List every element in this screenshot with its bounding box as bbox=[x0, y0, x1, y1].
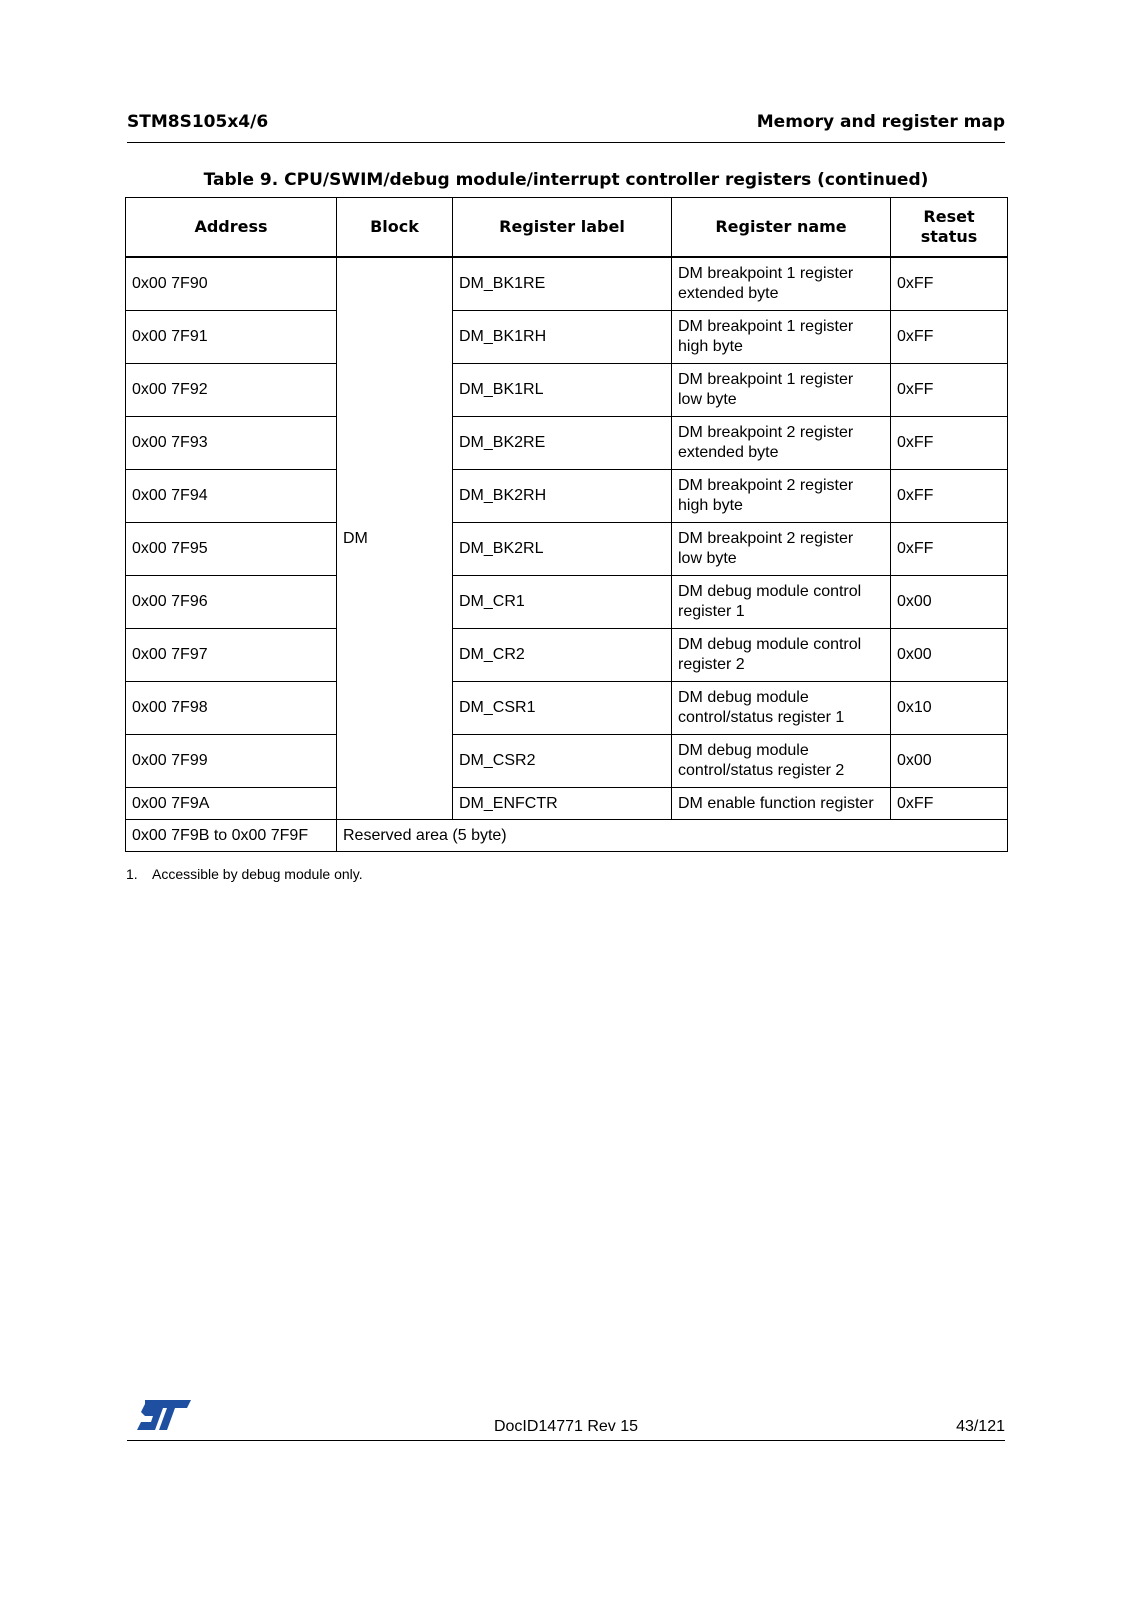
page-header bbox=[127, 108, 1005, 143]
register-name-line1: DM debug module bbox=[678, 689, 809, 706]
register-name-cell bbox=[672, 576, 891, 629]
register-label-cell: DM_CR1 bbox=[453, 576, 672, 629]
register-name-cell bbox=[672, 523, 891, 576]
register-name-line2: extended byte bbox=[678, 444, 779, 461]
register-label-cell: DM_CSR2 bbox=[453, 735, 672, 788]
footnote bbox=[126, 866, 363, 882]
register-name-line2: register 2 bbox=[678, 656, 745, 673]
register-name-cell bbox=[672, 417, 891, 470]
address-cell: 0x00 7F92 bbox=[126, 364, 337, 417]
table-row bbox=[126, 257, 1008, 311]
register-name-cell: DM enable function register bbox=[672, 788, 891, 820]
table-row bbox=[126, 417, 1008, 470]
table-row bbox=[126, 735, 1008, 788]
table-row bbox=[126, 629, 1008, 682]
column-header-reset-status bbox=[891, 198, 1008, 258]
table-row bbox=[126, 470, 1008, 523]
register-table bbox=[125, 197, 1008, 852]
table-title: Table 9. CPU/SWIM/debug module/interrupt controller registers (continued) bbox=[203, 170, 929, 190]
register-label-cell: DM_BK2RH bbox=[453, 470, 672, 523]
reset-status-cell: 0x00 bbox=[891, 629, 1008, 682]
register-name-line2: high byte bbox=[678, 338, 743, 355]
table-row bbox=[126, 788, 1008, 820]
address-cell: 0x00 7F91 bbox=[126, 311, 337, 364]
register-name-cell bbox=[672, 629, 891, 682]
register-label-cell: DM_ENFCTR bbox=[453, 788, 672, 820]
reset-status-cell: 0xFF bbox=[891, 470, 1008, 523]
footnote-number: 1. bbox=[126, 866, 138, 882]
table-row bbox=[126, 523, 1008, 576]
address-cell: 0x00 7F99 bbox=[126, 735, 337, 788]
page-footer bbox=[127, 1398, 1005, 1441]
register-label-cell: DM_CSR1 bbox=[453, 682, 672, 735]
register-name-line1: DM debug module control bbox=[678, 583, 862, 600]
section-title: Memory and register map bbox=[756, 112, 1005, 132]
page-number: 43/121 bbox=[956, 1418, 1005, 1435]
register-name-cell bbox=[672, 257, 891, 311]
register-name-cell bbox=[672, 682, 891, 735]
register-label-cell: DM_BK1RH bbox=[453, 311, 672, 364]
address-cell: 0x00 7F96 bbox=[126, 576, 337, 629]
register-name-cell bbox=[672, 470, 891, 523]
reset-status-cell: 0xFF bbox=[891, 788, 1008, 820]
register-label-cell: DM_BK1RE bbox=[453, 257, 672, 311]
reset-status-cell: 0x10 bbox=[891, 682, 1008, 735]
register-name-line2: low byte bbox=[678, 391, 737, 408]
register-name-cell bbox=[672, 311, 891, 364]
register-name-line2: register 1 bbox=[678, 603, 745, 620]
table-row bbox=[126, 682, 1008, 735]
register-name-line2: extended byte bbox=[678, 285, 779, 302]
register-name-line1: DM breakpoint 1 register bbox=[678, 371, 854, 388]
register-name-line1: DM breakpoint 1 register bbox=[678, 265, 854, 282]
reset-status-cell: 0xFF bbox=[891, 364, 1008, 417]
address-cell: 0x00 7F90 bbox=[126, 257, 337, 311]
register-label-cell: DM_BK1RL bbox=[453, 364, 672, 417]
document-id: DocID14771 Rev 15 bbox=[493, 1418, 639, 1435]
reserved-area-cell: Reserved area (5 byte) bbox=[337, 820, 1008, 852]
register-label-cell: DM_CR2 bbox=[453, 629, 672, 682]
register-name-line2: control/status register 2 bbox=[678, 762, 845, 779]
register-name-line2: control/status register 1 bbox=[678, 709, 845, 726]
register-name-line1: DM debug module control bbox=[678, 636, 862, 653]
block-cell: DM bbox=[337, 257, 453, 820]
document-title: STM8S105x4/6 bbox=[127, 112, 269, 132]
table-header-row bbox=[126, 198, 1008, 258]
register-label-cell: DM_BK2RE bbox=[453, 417, 672, 470]
reset-status-cell: 0xFF bbox=[891, 311, 1008, 364]
register-name-line1: DM breakpoint 1 register bbox=[678, 318, 854, 335]
address-cell: 0x00 7F95 bbox=[126, 523, 337, 576]
column-header-register-label: Register label bbox=[453, 198, 672, 258]
reset-status-cell: 0xFF bbox=[891, 257, 1008, 311]
register-name-line1: DM breakpoint 2 register bbox=[678, 477, 854, 494]
register-name-cell bbox=[672, 364, 891, 417]
footnote-text: Accessible by debug module only. bbox=[152, 866, 363, 882]
reset-status-cell: 0xFF bbox=[891, 523, 1008, 576]
register-name-line1: DM breakpoint 2 register bbox=[678, 424, 854, 441]
table-row bbox=[126, 311, 1008, 364]
reset-header-line1: Reset bbox=[923, 207, 975, 226]
reset-status-cell: 0x00 bbox=[891, 735, 1008, 788]
reserved-row bbox=[126, 820, 1008, 852]
address-cell: 0x00 7F97 bbox=[126, 629, 337, 682]
register-name-line1: DM debug module bbox=[678, 742, 809, 759]
table-row bbox=[126, 576, 1008, 629]
address-cell: 0x00 7F94 bbox=[126, 470, 337, 523]
column-header-block: Block bbox=[337, 198, 453, 258]
register-name-line1: DM breakpoint 2 register bbox=[678, 530, 854, 547]
reset-status-cell: 0x00 bbox=[891, 576, 1008, 629]
reset-status-cell: 0xFF bbox=[891, 417, 1008, 470]
address-cell: 0x00 7F98 bbox=[126, 682, 337, 735]
column-header-address: Address bbox=[126, 198, 337, 258]
reset-header-line2: status bbox=[920, 227, 978, 246]
register-label-cell: DM_BK2RL bbox=[453, 523, 672, 576]
register-name-line2: high byte bbox=[678, 497, 743, 514]
address-cell: 0x00 7F9A bbox=[126, 788, 337, 820]
register-name-cell bbox=[672, 735, 891, 788]
address-cell: 0x00 7F93 bbox=[126, 417, 337, 470]
register-name-line2: low byte bbox=[678, 550, 737, 567]
column-header-register-name: Register name bbox=[672, 198, 891, 258]
address-cell: 0x00 7F9B to 0x00 7F9F bbox=[126, 820, 337, 852]
table-row bbox=[126, 364, 1008, 417]
